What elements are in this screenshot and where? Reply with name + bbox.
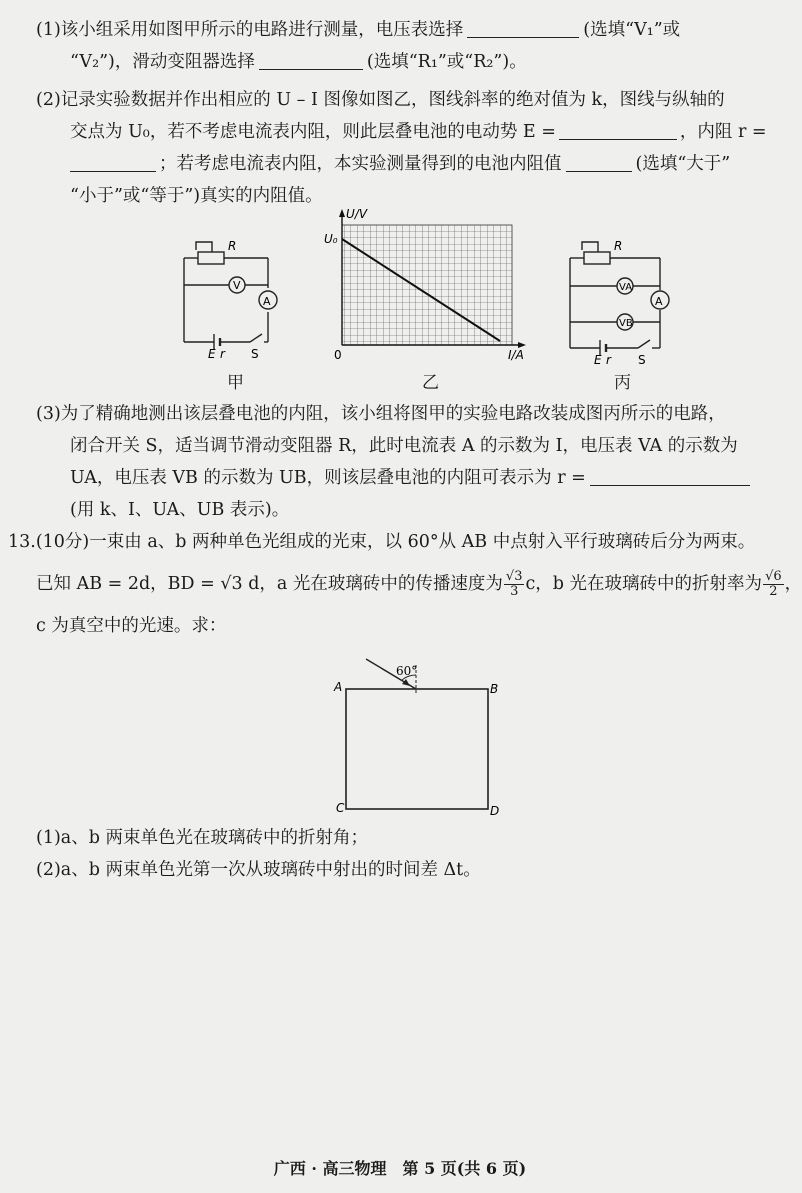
- jia-label-r: r: [220, 347, 225, 361]
- figure-glass-brick: [330, 655, 510, 820]
- q12-part2-line2: 交点为 U₀，若不考虑电流表内阻，则此层叠电池的电动势 E = ，内阻 r =: [70, 122, 767, 142]
- blank-internal-resistance[interactable]: [70, 153, 156, 172]
- q13-sub1: (1)a、b 两束单色光在玻璃砖中的折射角；: [36, 828, 368, 848]
- caption-jia: 甲: [227, 373, 244, 393]
- blank-compare[interactable]: [566, 153, 632, 172]
- jia-voltmeter-symbol: V: [233, 279, 241, 292]
- q13-line3: c 为真空中的光速。求：: [36, 616, 227, 636]
- blank-voltmeter[interactable]: [467, 19, 579, 38]
- q13-sub2: (2)a、b 两束单色光第一次从玻璃砖中射出的时间差 Δt。: [36, 860, 481, 880]
- bing-voltmeter-a-symbol: VA: [619, 282, 633, 293]
- jia-label-E: E: [208, 347, 216, 361]
- bing-label-r: r: [606, 353, 611, 367]
- q13-line2: 已知 AB = 2d，BD = √3 d，a 光在玻璃砖中的传播速度为 $\frac{√3}{3}$ c，b 光在玻璃砖中的折射率为 $\frac{√6}{2}$ ，: [36, 569, 802, 599]
- blank-rheostat[interactable]: [259, 51, 363, 70]
- glass-brick-rect: [346, 689, 488, 809]
- bing-voltmeter-b-symbol: VB: [619, 318, 633, 329]
- blank-r-expression[interactable]: [590, 467, 750, 486]
- figure-bing-circuit: [560, 230, 685, 365]
- q12-part2-line1: (2)记录实验数据并作出相应的 U – I 图像如图乙，图线斜率的绝对值为 k，图线与纵轴的: [36, 90, 725, 110]
- jia-label-R: R: [228, 239, 237, 253]
- q12-part3-line4: (用 k、I、UA、UB 表示)。: [70, 500, 290, 520]
- q12-part1-line2: “V₂”)，滑动变阻器选择 (选填“R₁”或“R₂”)。: [70, 52, 527, 72]
- caption-yi: 乙: [422, 373, 439, 393]
- q12-part3-line3: UA，电压表 VB 的示数为 UB，则该层叠电池的内阻可表示为 r =: [70, 466, 750, 490]
- bing-label-R: R: [614, 239, 623, 253]
- graph-y-axis-label: U/V: [346, 207, 368, 221]
- jia-label-S: S: [251, 347, 259, 361]
- graph-origin-label: 0: [334, 348, 342, 362]
- vertex-A: A: [334, 680, 343, 694]
- q12-part2-line3: ；若考虑电流表内阻，本实验测量得到的电池内阻值 (选填“大于”: [70, 152, 730, 176]
- graph-grid: [342, 225, 512, 345]
- figure-yi-graph: [318, 205, 538, 370]
- q12-part3-line1: (3)为了精确地测出该层叠电池的内阻，该小组将图甲的实验电路改装成图丙所示的电路，: [36, 404, 726, 424]
- bing-ammeter-symbol: A: [655, 295, 663, 308]
- vertex-D: D: [490, 804, 500, 818]
- caption-bing: 丙: [614, 373, 631, 393]
- vertex-B: B: [490, 682, 499, 696]
- page-footer: 广西 · 高三物理 第 5 页(共 6 页): [273, 1159, 527, 1178]
- angle-label: 60°: [396, 664, 418, 678]
- q13-line1: 13.(10分)一束由 a、b 两种单色光组成的光束，以 60°从 AB 中点射入平行玻璃砖后分为两束。: [8, 532, 756, 552]
- q12-part3-line2: 闭合开关 S，适当调节滑动变阻器 R，此时电流表 A 的示数为 I，电压表 VA 的示数为: [70, 436, 738, 456]
- vertex-C: C: [336, 801, 345, 815]
- q12-part1-line1: (1)该小组采用如图甲所示的电路进行测量，电压表选择 (选填“V₁”或: [36, 20, 681, 40]
- bing-label-S: S: [638, 353, 646, 367]
- graph-x-axis-label: I/A: [508, 348, 524, 362]
- figure-jia-circuit: [176, 230, 296, 360]
- bing-label-E: E: [594, 353, 602, 367]
- blank-emf[interactable]: [559, 121, 677, 140]
- jia-ammeter-symbol: A: [263, 295, 271, 308]
- q12-part2-line4: “小于”或“等于”)真实的内阻值。: [70, 186, 323, 206]
- graph-intercept-label: U₀: [324, 232, 338, 246]
- fraction-index: $\frac{√6}{2}$: [765, 569, 782, 599]
- fraction-speed: $\frac{√3}{3}$: [505, 569, 523, 599]
